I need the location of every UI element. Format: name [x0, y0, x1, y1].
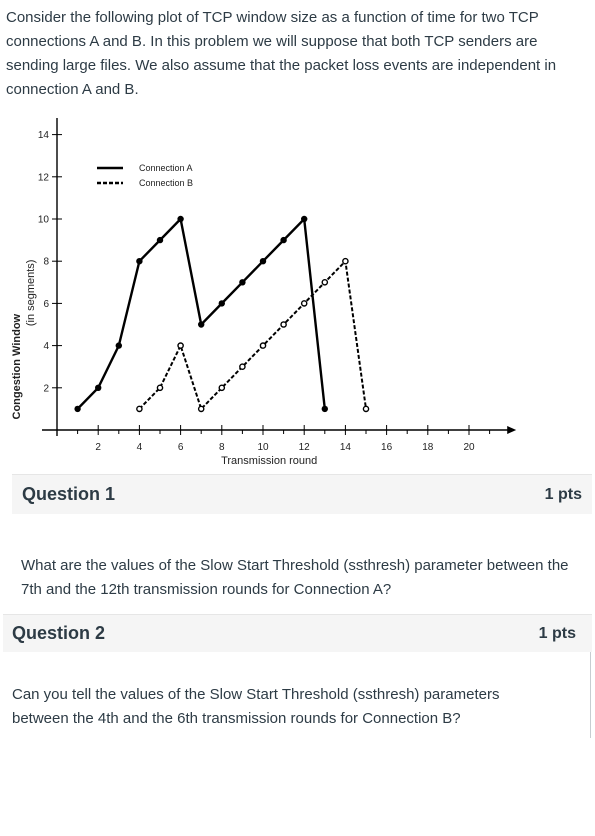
question-panel-border	[590, 652, 591, 738]
y-tick-label: 6	[43, 298, 49, 310]
data-point-connection-a	[177, 216, 183, 222]
legend-label: Connection B	[139, 178, 194, 188]
data-point-connection-b	[363, 406, 368, 411]
data-point-connection-a	[136, 258, 142, 264]
data-point-connection-b	[199, 406, 204, 411]
y-tick-label: 2	[43, 383, 49, 395]
data-point-connection-a	[260, 258, 266, 264]
data-point-connection-a	[95, 385, 101, 391]
data-point-connection-b	[281, 322, 286, 327]
x-tick-label: 18	[422, 442, 434, 453]
chart-legend	[97, 163, 193, 188]
x-axis-arrow	[507, 426, 516, 434]
y-axis-label: Congestion Window	[11, 313, 23, 420]
tcp-window-chart	[0, 118, 520, 474]
data-point-connection-b	[260, 343, 265, 348]
series-line-connection-a	[78, 219, 325, 409]
x-tick-label: 16	[381, 442, 393, 453]
data-point-connection-b	[322, 280, 327, 285]
y-axis-label-unit: (in segments)	[25, 259, 37, 327]
data-point-connection-b	[219, 385, 224, 390]
data-point-connection-b	[137, 406, 142, 411]
question-1-title: Question 1	[22, 484, 116, 504]
y-tick-label: 14	[37, 130, 49, 142]
data-point-connection-a	[198, 321, 204, 327]
data-point-connection-a	[301, 216, 307, 222]
x-tick-label: 14	[339, 442, 351, 453]
x-tick-label: 6	[177, 442, 184, 453]
question-1-text: What are the values of the Slow Start Threshold (ssthresh) parameter between the 7th and the 12th transmission rounds for Connection A?	[21, 557, 569, 598]
y-tick-label: 10	[37, 214, 49, 226]
series-line-connection-b	[139, 261, 366, 409]
data-point-connection-b	[178, 343, 183, 348]
data-point-connection-a	[280, 237, 286, 243]
y-tick-label: 8	[43, 256, 49, 268]
data-point-connection-a	[116, 342, 122, 348]
data-point-connection-b	[343, 259, 348, 264]
data-point-connection-a	[322, 406, 328, 412]
data-point-connection-a	[239, 279, 245, 285]
x-tick-label: 10	[257, 442, 269, 453]
data-point-connection-a	[74, 406, 80, 412]
question-2-points: 1 pts	[538, 624, 576, 642]
legend-label: Connection A	[139, 163, 193, 173]
y-tick-label: 12	[37, 172, 49, 184]
x-tick-label: 4	[136, 442, 143, 453]
x-tick-label: 20	[463, 442, 475, 453]
x-tick-label: 8	[219, 442, 225, 453]
data-point-connection-a	[219, 300, 225, 306]
chart-axes	[11, 118, 516, 467]
x-tick-label: 2	[95, 442, 101, 453]
y-tick-label: 4	[43, 341, 49, 353]
data-point-connection-b	[240, 364, 245, 369]
data-point-connection-a	[157, 237, 163, 243]
x-axis-label: Transmission round	[221, 455, 318, 467]
question-1-header	[12, 474, 592, 514]
question-1-points: 1 pts	[544, 485, 582, 503]
question-2-text: Can you tell the values of the Slow Start Threshold (ssthresh) parameters between the 4th and the 6th transmission rounds for Connection B?	[12, 686, 500, 727]
data-point-connection-b	[302, 301, 307, 306]
problem-intro: Consider the following plot of TCP window size as a function of time for two TCP connections A and B. In this problem we will suppose that both TCP senders are sending large files. We also assume that the packet loss events are independent in connection A and B.	[6, 9, 557, 98]
question-2-title: Question 2	[12, 623, 106, 643]
x-tick-label: 12	[298, 442, 310, 453]
chart-series	[74, 216, 368, 412]
data-point-connection-b	[157, 385, 162, 390]
question-2-header	[3, 614, 592, 652]
